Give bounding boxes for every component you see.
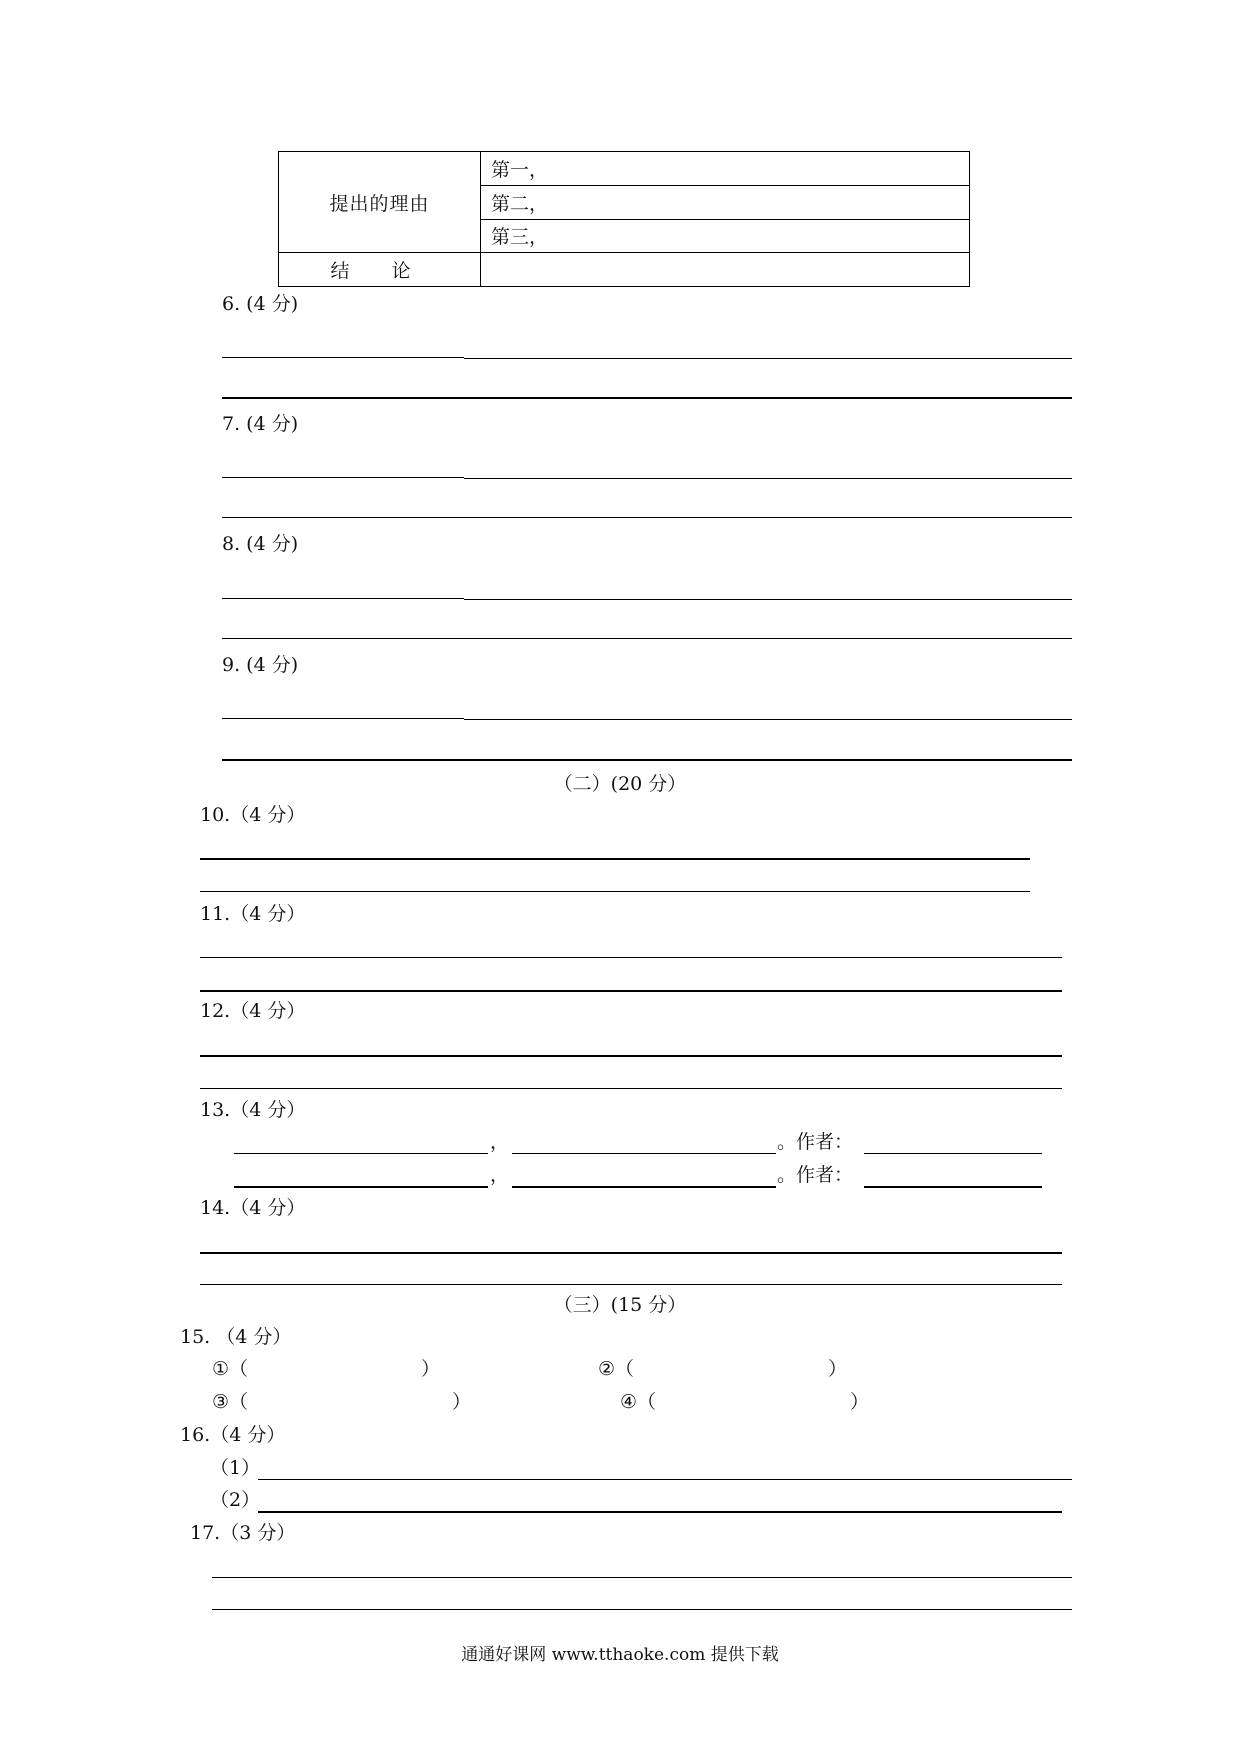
- reason-row-2[interactable]: 第二，: [481, 185, 970, 219]
- q6-answer-line-1a[interactable]: [222, 357, 464, 358]
- q16-item-2-line[interactable]: [258, 1511, 1062, 1513]
- q8-answer-line-1a[interactable]: [222, 598, 464, 599]
- q15-item-1-open: ①（: [212, 1358, 249, 1380]
- q6-label: 6. (4 分): [222, 293, 299, 315]
- q13-blank-2a[interactable]: [234, 1186, 488, 1188]
- q10-answer-line-2[interactable]: [200, 891, 1030, 892]
- q8-answer-line-2[interactable]: [222, 638, 1072, 639]
- q9-answer-line-2[interactable]: [222, 759, 1072, 761]
- q11-label: 11.（4 分）: [200, 903, 306, 925]
- q14-label: 14.（4 分）: [200, 1197, 306, 1219]
- q15-item-4-open: ④（: [620, 1391, 657, 1413]
- q15-item-1-close: ）: [421, 1358, 441, 1380]
- q8-label: 8. (4 分): [222, 533, 299, 555]
- q12-answer-line-1[interactable]: [200, 1055, 1062, 1057]
- q6-answer-line-1b[interactable]: [464, 358, 1072, 359]
- q10-label: 10.（4 分）: [200, 804, 306, 826]
- q11-answer-line-2[interactable]: [200, 990, 1062, 992]
- q7-answer-line-1b[interactable]: [464, 478, 1072, 479]
- q12-label: 12.（4 分）: [200, 1000, 306, 1022]
- q10-answer-line-1[interactable]: [200, 858, 1030, 860]
- q7-label: 7. (4 分): [222, 413, 299, 435]
- reason-label: 提出的理由: [279, 152, 481, 253]
- q9-answer-line-1b[interactable]: [464, 719, 1072, 720]
- q15-item-3-close: ）: [452, 1391, 472, 1413]
- q15-label: 15. （4 分）: [180, 1326, 292, 1348]
- q13-comma-1: ，: [490, 1131, 510, 1153]
- q17-answer-line-1[interactable]: [212, 1577, 1072, 1578]
- q15-item-3-open: ③（: [212, 1391, 249, 1413]
- q9-answer-line-1a[interactable]: [222, 718, 464, 719]
- q7-answer-line-1a[interactable]: [222, 477, 464, 478]
- q14-answer-line-1[interactable]: [200, 1252, 1062, 1254]
- q17-label: 17.（3 分）: [190, 1522, 296, 1544]
- q13-comma-2: ，: [490, 1164, 510, 1186]
- conclusion-label: 结 论: [279, 253, 481, 287]
- q13-blank-1a[interactable]: [234, 1153, 488, 1154]
- q15-item-2-open: ②（: [598, 1358, 635, 1380]
- reason-row-1[interactable]: 第一，: [481, 152, 970, 186]
- section-3-heading: （三）(15 分）: [553, 1294, 687, 1316]
- q16-item-1-line[interactable]: [258, 1479, 1072, 1480]
- q8-answer-line-1b[interactable]: [464, 599, 1072, 600]
- q13-author-blank-2[interactable]: [864, 1186, 1042, 1188]
- conclusion-value[interactable]: [481, 253, 970, 287]
- q15-item-4-close: ）: [850, 1391, 870, 1413]
- q16-item-1-label: （1）: [210, 1457, 261, 1479]
- section-2-heading: （二）(20 分）: [553, 773, 687, 795]
- q11-answer-line-1[interactable]: [200, 957, 1062, 958]
- q14-answer-line-2[interactable]: [200, 1284, 1062, 1285]
- footer-credit: 通通好课网 www.tthaoke.com 提供下载: [461, 1645, 779, 1665]
- q13-label: 13.（4 分）: [200, 1099, 306, 1121]
- q12-answer-line-2[interactable]: [200, 1088, 1062, 1089]
- q9-label: 9. (4 分): [222, 654, 299, 676]
- q15-item-2-close: ）: [828, 1358, 848, 1380]
- q13-author-label-2: 。作者：: [777, 1164, 854, 1186]
- q13-blank-2b[interactable]: [512, 1186, 776, 1188]
- q17-answer-line-2[interactable]: [212, 1609, 1072, 1610]
- q16-item-2-label: （2）: [210, 1489, 261, 1511]
- q13-author-blank-1[interactable]: [864, 1153, 1042, 1154]
- reason-table: [278, 151, 970, 287]
- q16-label: 16.（4 分）: [180, 1424, 286, 1446]
- q13-author-label-1: 。作者：: [777, 1131, 854, 1153]
- q13-blank-1b[interactable]: [512, 1153, 776, 1154]
- q6-answer-line-2[interactable]: [222, 397, 1072, 399]
- q7-answer-line-2[interactable]: [222, 517, 1072, 518]
- reason-row-3[interactable]: 第三，: [481, 219, 970, 253]
